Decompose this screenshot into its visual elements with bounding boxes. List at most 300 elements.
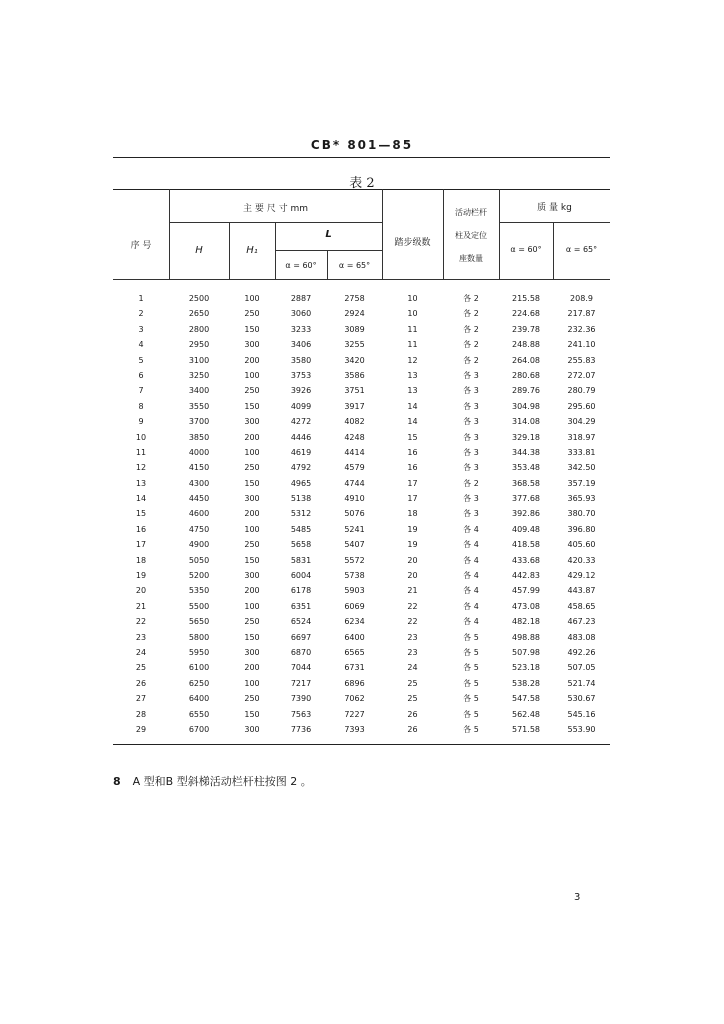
col-header-mass: 质 量 kg [537, 203, 572, 213]
cell-no: 10 [135, 432, 147, 442]
cell-m60: 538.28 [512, 678, 540, 688]
cell-no: 18 [135, 555, 147, 565]
cell-l65: 7393 [344, 724, 365, 734]
cell-no: 11 [135, 447, 147, 457]
cell-h1: 150 [244, 709, 260, 719]
cell-l60: 5658 [290, 540, 312, 550]
cell-no: 8 [138, 401, 144, 411]
cell-steps: 26 [407, 724, 418, 734]
cell-h: 6250 [188, 678, 210, 688]
cell-posts: 各 5 [463, 694, 479, 704]
table-row [113, 353, 610, 368]
cell-h1: 250 [244, 463, 260, 473]
cell-l60: 3926 [290, 386, 312, 396]
cell-h1: 200 [244, 355, 260, 365]
header-divider [169, 222, 382, 223]
cell-m60: 409.48 [512, 524, 540, 534]
cell-no: 1 [138, 294, 144, 303]
cell-h1: 200 [244, 663, 260, 673]
cell-h: 2650 [188, 309, 210, 319]
cell-m60: 280.68 [512, 370, 540, 380]
cell-l60: 3580 [290, 355, 312, 365]
cell-no: 4 [138, 340, 144, 350]
cell-posts: 各 4 [463, 524, 479, 534]
cell-m60: 547.58 [512, 694, 540, 704]
col-header-posts-3: 座数量 [459, 254, 483, 263]
cell-m65: 255.83 [567, 355, 596, 365]
cell-l65: 3420 [344, 355, 365, 365]
table-row [113, 399, 610, 414]
cell-l60: 3233 [290, 324, 312, 334]
table-row [113, 568, 610, 583]
cell-posts: 各 2 [463, 355, 479, 365]
cell-posts: 各 4 [463, 601, 479, 611]
header-divider [382, 189, 383, 279]
header-divider [275, 250, 382, 251]
cell-h: 3850 [188, 432, 210, 442]
cell-l60: 3060 [290, 309, 312, 319]
cell-h1: 250 [244, 540, 260, 550]
note-number: 8 [113, 775, 121, 788]
cell-no: 19 [135, 571, 147, 581]
table-row [113, 707, 610, 722]
cell-h: 5950 [188, 647, 210, 657]
cell-l65: 4744 [344, 478, 365, 488]
cell-l65: 6069 [344, 601, 365, 611]
note-text: A 型和B 型斜梯活动栏杆柱按图 2 。 [132, 775, 312, 788]
cell-l65: 3089 [344, 324, 365, 334]
cell-h: 4900 [188, 540, 210, 550]
cell-h1: 200 [244, 432, 260, 442]
cell-h: 5800 [188, 632, 210, 642]
cell-m65: 553.90 [567, 724, 596, 734]
note-paragraph [113, 773, 312, 789]
cell-no: 16 [135, 524, 147, 534]
cell-h1: 250 [244, 617, 260, 627]
cell-posts: 各 4 [463, 617, 479, 627]
cell-l65: 6565 [344, 647, 365, 657]
cell-steps: 20 [407, 555, 418, 565]
cell-m65: 530.67 [567, 694, 596, 704]
cell-m60: 264.08 [512, 355, 540, 365]
cell-l60: 5485 [290, 524, 312, 534]
cell-steps: 19 [407, 524, 418, 534]
cell-l65: 6896 [344, 678, 365, 688]
col-header-mass-a60: α = 60° [510, 245, 542, 254]
cell-h: 4450 [188, 494, 210, 504]
table-row [113, 291, 610, 306]
document-code: CB* 801—85 [310, 138, 414, 152]
col-header-h1: H₁ [246, 245, 258, 256]
cell-posts: 各 3 [463, 447, 479, 457]
cell-l65: 4579 [344, 463, 365, 473]
cell-posts: 各 4 [463, 555, 479, 565]
cell-m60: 344.38 [512, 447, 540, 457]
cell-h: 3250 [188, 370, 210, 380]
table-row [113, 614, 610, 629]
cell-m60: 224.68 [512, 309, 540, 319]
cell-h1: 150 [244, 401, 260, 411]
table-row [113, 660, 610, 675]
cell-l65: 6400 [344, 632, 365, 642]
col-header-posts-1: 活动栏杆 [455, 208, 487, 217]
cell-l60: 7736 [290, 724, 312, 734]
cell-l60: 3753 [290, 370, 312, 380]
cell-m60: 353.48 [512, 463, 540, 473]
cell-steps: 13 [407, 386, 418, 396]
cell-posts: 各 5 [463, 632, 479, 642]
col-header-l-a60: α = 60° [285, 261, 317, 270]
cell-l65: 2758 [344, 294, 365, 303]
cell-steps: 15 [407, 432, 418, 442]
cell-l65: 6234 [344, 617, 365, 627]
cell-l65: 3255 [344, 340, 365, 350]
table-row [113, 630, 610, 645]
cell-no: 21 [135, 601, 147, 611]
cell-m65: 304.29 [567, 417, 596, 427]
cell-l60: 6351 [290, 601, 312, 611]
cell-steps: 12 [407, 355, 418, 365]
cell-h: 6550 [188, 709, 210, 719]
cell-m60: 377.68 [512, 494, 540, 504]
cell-m65: 280.79 [567, 386, 596, 396]
table-row [113, 645, 610, 660]
cell-h1: 300 [244, 417, 260, 427]
table-body [113, 291, 610, 737]
cell-h1: 250 [244, 694, 260, 704]
cell-m65: 483.08 [567, 632, 596, 642]
cell-h: 5650 [188, 617, 210, 627]
cell-posts: 各 2 [463, 478, 479, 488]
cell-m65: 365.93 [567, 494, 596, 504]
cell-h1: 100 [244, 370, 260, 380]
cell-steps: 25 [407, 678, 418, 688]
cell-l60: 6178 [290, 586, 312, 596]
cell-l60: 5138 [290, 494, 312, 504]
cell-m65: 380.70 [567, 509, 596, 519]
cell-no: 15 [135, 509, 147, 519]
col-header-steps: 踏步级数 [394, 238, 431, 248]
cell-steps: 26 [407, 709, 418, 719]
cell-l65: 5241 [344, 524, 365, 534]
cell-m60: 392.86 [512, 509, 540, 519]
table-row [113, 322, 610, 337]
cell-m60: 571.58 [512, 724, 540, 734]
cell-m60: 498.88 [512, 632, 540, 642]
header-bottom-rule [113, 279, 610, 280]
cell-no: 9 [138, 417, 144, 427]
cell-m65: 357.19 [567, 478, 596, 488]
cell-no: 29 [135, 724, 147, 734]
cell-m65: 333.81 [567, 447, 596, 457]
cell-posts: 各 4 [463, 586, 479, 596]
col-header-l: L [325, 229, 332, 240]
table-row [113, 476, 610, 491]
cell-l60: 4792 [290, 463, 312, 473]
cell-no: 23 [135, 632, 147, 642]
cell-l60: 4446 [290, 432, 312, 442]
cell-l60: 3406 [290, 340, 312, 350]
cell-no: 6 [138, 370, 144, 380]
cell-h: 5050 [188, 555, 210, 565]
cell-m60: 562.48 [512, 709, 540, 719]
table-title: 表 2 [349, 176, 375, 191]
cell-m60: 329.18 [512, 432, 540, 442]
table-row [113, 491, 610, 506]
cell-posts: 各 2 [463, 340, 479, 350]
cell-steps: 22 [407, 601, 418, 611]
cell-h: 4150 [188, 463, 210, 473]
table-row [113, 506, 610, 521]
cell-l65: 4414 [344, 447, 365, 457]
cell-no: 28 [135, 709, 147, 719]
col-header-main-dims: 主 要 尺 寸 mm [243, 204, 308, 214]
cell-m60: 507.98 [512, 647, 540, 657]
cell-h1: 150 [244, 478, 260, 488]
cell-l65: 4082 [344, 417, 365, 427]
cell-m65: 241.10 [567, 340, 596, 350]
table-row [113, 722, 610, 737]
table-row [113, 306, 610, 321]
header-divider [499, 222, 610, 223]
cell-posts: 各 3 [463, 432, 479, 442]
table-row [113, 337, 610, 352]
cell-l60: 7044 [290, 663, 312, 673]
table-row [113, 553, 610, 568]
cell-no: 24 [135, 647, 147, 657]
cell-no: 14 [135, 494, 147, 504]
cell-no: 13 [135, 478, 147, 488]
cell-h1: 100 [244, 601, 260, 611]
cell-m60: 457.99 [512, 586, 540, 596]
cell-l60: 5312 [290, 509, 312, 519]
cell-h: 3700 [188, 417, 210, 427]
cell-m65: 429.12 [567, 571, 596, 581]
cell-no: 22 [135, 617, 147, 627]
cell-steps: 21 [407, 586, 418, 596]
table-row [113, 445, 610, 460]
cell-m65: 295.60 [567, 401, 596, 411]
cell-no: 7 [138, 386, 144, 396]
cell-steps: 14 [407, 401, 418, 411]
cell-h: 2950 [188, 340, 210, 350]
cell-no: 27 [135, 694, 147, 704]
cell-h: 4750 [188, 524, 210, 534]
cell-h: 5350 [188, 586, 210, 596]
cell-posts: 各 2 [463, 309, 479, 319]
cell-posts: 各 4 [463, 571, 479, 581]
col-header-no: 序 号 [130, 241, 152, 251]
cell-steps: 24 [407, 663, 418, 673]
cell-m60: 289.76 [512, 386, 540, 396]
cell-steps: 10 [407, 294, 418, 303]
cell-l60: 7563 [290, 709, 312, 719]
table-bottom-rule [113, 744, 610, 745]
cell-posts: 各 3 [463, 401, 479, 411]
cell-l60: 6870 [290, 647, 312, 657]
cell-m65: 232.36 [567, 324, 596, 334]
cell-h1: 100 [244, 294, 260, 303]
cell-l60: 6697 [290, 632, 312, 642]
cell-l65: 7062 [344, 694, 365, 704]
cell-posts: 各 5 [463, 663, 479, 673]
cell-steps: 19 [407, 540, 418, 550]
page-number: 3 [574, 892, 581, 903]
table-row [113, 414, 610, 429]
table-row [113, 583, 610, 598]
cell-m65: 492.26 [567, 647, 596, 657]
cell-h: 4000 [188, 447, 210, 457]
col-header-mass-a65: α = 65° [565, 245, 598, 254]
cell-h: 6700 [188, 724, 210, 734]
cell-m60: 314.08 [512, 417, 540, 427]
cell-m65: 443.87 [567, 586, 596, 596]
cell-l65: 5738 [344, 571, 365, 581]
cell-m65: 208.9 [570, 294, 593, 303]
col-header-l-a65: α = 65° [338, 261, 371, 270]
cell-l60: 5831 [290, 555, 312, 565]
cell-posts: 各 3 [463, 386, 479, 396]
cell-steps: 16 [407, 463, 418, 473]
cell-l60: 6524 [290, 617, 312, 627]
cell-posts: 各 3 [463, 417, 479, 427]
cell-no: 12 [135, 463, 147, 473]
cell-posts: 各 2 [463, 324, 479, 334]
cell-posts: 各 4 [463, 540, 479, 550]
cell-m65: 458.65 [567, 601, 596, 611]
table-row [113, 460, 610, 475]
cell-no: 20 [135, 586, 147, 596]
cell-h: 2800 [188, 324, 210, 334]
table-row [113, 691, 610, 706]
cell-h: 6100 [188, 663, 210, 673]
table-row [113, 368, 610, 383]
cell-l65: 4248 [344, 432, 365, 442]
cell-l65: 2924 [344, 309, 365, 319]
cell-h1: 100 [244, 524, 260, 534]
cell-l65: 3917 [344, 401, 365, 411]
cell-posts: 各 2 [463, 294, 479, 303]
cell-m60: 442.83 [512, 571, 540, 581]
cell-no: 26 [135, 678, 147, 688]
cell-h: 5500 [188, 601, 210, 611]
cell-h: 5200 [188, 571, 210, 581]
cell-l60: 4099 [290, 401, 312, 411]
cell-h: 3400 [188, 386, 210, 396]
table-row [113, 676, 610, 691]
cell-steps: 13 [407, 370, 418, 380]
cell-steps: 11 [407, 324, 418, 334]
cell-steps: 11 [407, 340, 418, 350]
cell-h: 3550 [188, 401, 210, 411]
cell-m60: 368.58 [512, 478, 540, 488]
cell-no: 25 [135, 663, 147, 673]
cell-posts: 各 5 [463, 678, 479, 688]
cell-l60: 4619 [290, 447, 312, 457]
cell-posts: 各 5 [463, 709, 479, 719]
cell-l65: 3751 [344, 386, 365, 396]
cell-m65: 405.60 [567, 540, 596, 550]
cell-steps: 17 [407, 494, 418, 504]
cell-h: 4300 [188, 478, 210, 488]
cell-m60: 482.18 [512, 617, 540, 627]
cell-h1: 300 [244, 647, 260, 657]
cell-m65: 217.87 [567, 309, 596, 319]
cell-m65: 521.74 [567, 678, 596, 688]
cell-steps: 18 [407, 509, 418, 519]
cell-m65: 420.33 [567, 555, 596, 565]
cell-steps: 20 [407, 571, 418, 581]
cell-m60: 248.88 [512, 340, 540, 350]
cell-m65: 318.97 [567, 432, 596, 442]
cell-m60: 418.58 [512, 540, 540, 550]
table-row [113, 430, 610, 445]
cell-l60: 4272 [290, 417, 312, 427]
cell-m60: 523.18 [512, 663, 540, 673]
cell-h1: 300 [244, 571, 260, 581]
cell-m65: 545.16 [567, 709, 596, 719]
cell-l65: 5903 [344, 586, 365, 596]
cell-posts: 各 3 [463, 370, 479, 380]
cell-l60: 7217 [290, 678, 312, 688]
cell-m65: 396.80 [567, 524, 596, 534]
table-row [113, 537, 610, 552]
cell-l60: 6004 [290, 571, 312, 581]
cell-posts: 各 3 [463, 509, 479, 519]
cell-no: 17 [135, 540, 147, 550]
cell-h1: 300 [244, 340, 260, 350]
cell-posts: 各 3 [463, 494, 479, 504]
table-top-rule [113, 189, 610, 190]
cell-m60: 304.98 [512, 401, 540, 411]
col-header-posts-2: 柱及定位 [455, 231, 487, 240]
cell-h: 3100 [188, 355, 210, 365]
cell-h: 4600 [188, 509, 210, 519]
cell-no: 5 [138, 355, 144, 365]
table-row [113, 383, 610, 398]
cell-l65: 4910 [344, 494, 365, 504]
cell-m60: 473.08 [512, 601, 540, 611]
cell-no: 3 [138, 324, 144, 334]
cell-l65: 5407 [344, 540, 365, 550]
cell-h1: 250 [244, 386, 260, 396]
cell-l65: 7227 [344, 709, 365, 719]
cell-l60: 4965 [290, 478, 312, 488]
cell-m65: 342.50 [567, 463, 596, 473]
cell-posts: 各 5 [463, 647, 479, 657]
table-row [113, 599, 610, 614]
cell-no: 2 [138, 309, 144, 319]
cell-l65: 6731 [344, 663, 365, 673]
cell-h1: 150 [244, 324, 260, 334]
cell-l60: 2887 [290, 294, 312, 303]
cell-m60: 433.68 [512, 555, 540, 565]
cell-steps: 17 [407, 478, 418, 488]
cell-posts: 各 3 [463, 463, 479, 473]
cell-h1: 300 [244, 494, 260, 504]
cell-h1: 150 [244, 632, 260, 642]
cell-steps: 23 [407, 632, 418, 642]
cell-l65: 5572 [344, 555, 365, 565]
cell-h: 6400 [188, 694, 210, 704]
table-row [113, 522, 610, 537]
cell-steps: 25 [407, 694, 418, 704]
cell-h1: 250 [244, 309, 260, 319]
cell-posts: 各 5 [463, 724, 479, 734]
cell-m60: 239.78 [512, 324, 540, 334]
cell-m65: 272.07 [567, 370, 596, 380]
header-rule [113, 157, 610, 158]
